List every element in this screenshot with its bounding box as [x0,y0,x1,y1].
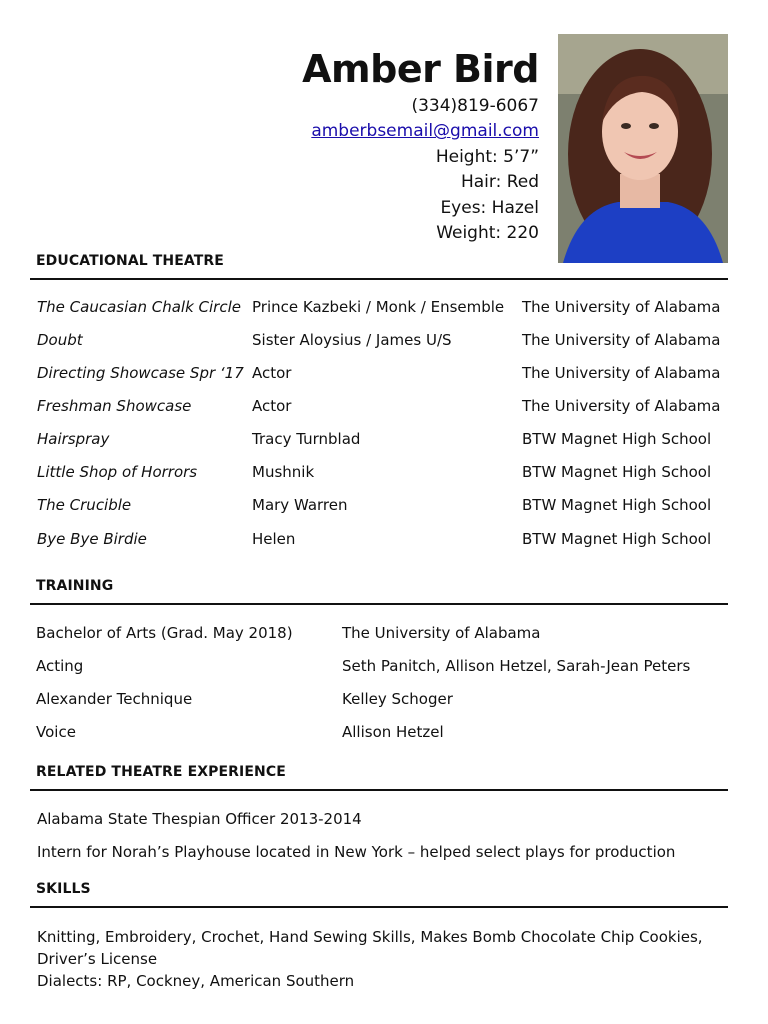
skills-list [37,926,727,992]
section-divider [30,789,728,791]
venue: BTW Magnet High School [522,430,712,448]
venue: The University of Alabama [522,331,721,349]
training-subject: Alexander Technique [36,690,193,708]
role: Mary Warren [252,496,348,514]
section-divider [30,603,728,605]
production-title: The Caucasian Chalk Circle [37,298,241,316]
weight-stat: Weight: 220 [436,223,539,244]
related-experience-heading: RELATED THEATRE EXPERIENCE [36,764,286,780]
experience-item: Intern for Norah’s Playhouse located in New York – helped select plays for production [37,843,676,861]
email-link[interactable]: amberbsemail@gmail.com [311,121,539,142]
experience-item: Alabama State Thespian Officer 2013-2014 [37,810,362,828]
production-title: Bye Bye Birdie [37,530,147,548]
production-title: Hairspray [37,430,110,448]
skills-line: Dialects: RP, Cockney, American Southern [37,972,355,990]
role: Mushnik [252,463,315,481]
production-title: Directing Showcase Spr ‘17 [37,364,244,382]
actor-name: Amber Bird [302,47,539,91]
skills-line: Driver’s License [37,950,158,968]
skills-heading: SKILLS [36,881,91,897]
training-detail: Allison Hetzel [342,723,444,741]
skills-line: Knitting, Embroidery, Crochet, Hand Sewing Skills, Makes Bomb Chocolate Chip Cookies, [37,928,703,946]
eyes-stat: Eyes: Hazel [440,197,539,218]
height-stat: Height: 5’7” [435,146,539,167]
role: Actor [252,364,292,382]
role: Prince Kazbeki / Monk / Ensemble [252,298,505,316]
role: Helen [252,530,296,548]
training-heading: TRAINING [36,578,114,594]
role: Sister Aloysius / James U/S [252,331,452,349]
venue: BTW Magnet High School [522,530,712,548]
role: Actor [252,397,292,415]
training-subject: Acting [36,657,84,675]
venue: BTW Magnet High School [522,496,712,514]
training-detail: Seth Panitch, Allison Hetzel, Sarah-Jean Peters [342,657,691,675]
production-title: The Crucible [37,496,132,514]
section-divider [30,906,728,908]
training-subject: Bachelor of Arts (Grad. May 2018) [36,624,293,642]
training-detail: The University of Alabama [342,624,541,642]
section-divider [30,278,728,280]
headshot-photo [558,34,728,263]
venue: The University of Alabama [522,397,721,415]
hair-stat: Hair: Red [460,172,539,193]
training-detail: Kelley Schoger [342,690,453,708]
production-title: Doubt [37,331,83,349]
venue: The University of Alabama [522,364,721,382]
venue: The University of Alabama [522,298,721,316]
production-title: Freshman Showcase [37,397,192,415]
venue: BTW Magnet High School [522,463,712,481]
educational-theatre-heading: EDUCATIONAL THEATRE [36,253,224,269]
role: Tracy Turnblad [252,430,361,448]
production-title: Little Shop of Horrors [37,463,198,481]
contact-header [302,44,539,246]
phone-number: (334)819-6067 [411,96,539,116]
training-subject: Voice [36,723,76,741]
